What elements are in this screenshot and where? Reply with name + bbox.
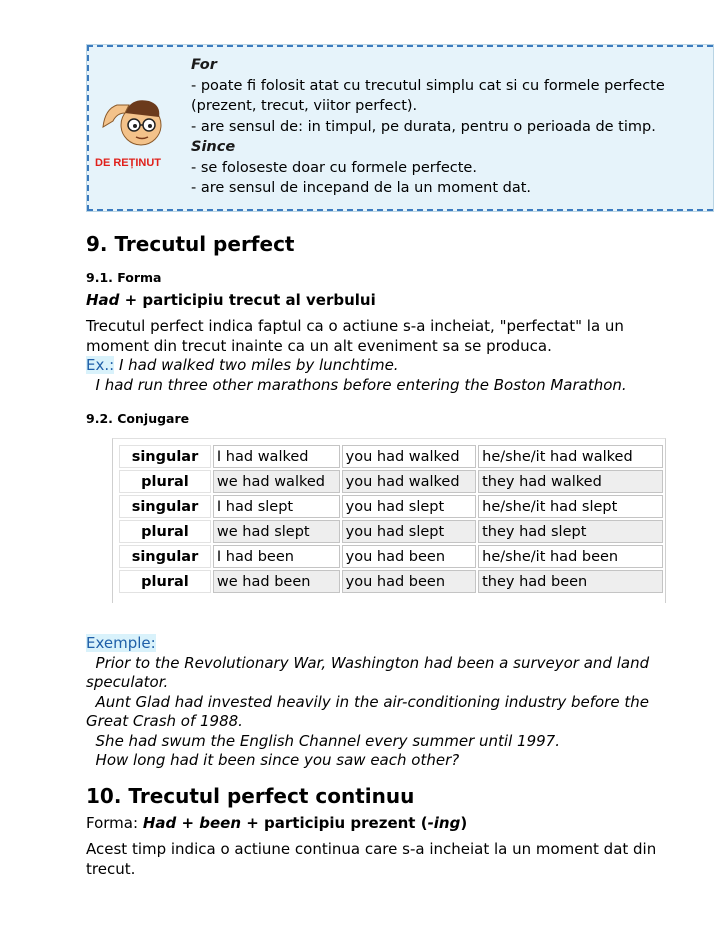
- table-row: [119, 545, 663, 568]
- for-line-1: - poate fi folosit atat cu trecutul simplu cat si cu formele perfecte: [191, 77, 665, 94]
- formula-rest: + participiu trecut al verbului: [119, 291, 376, 309]
- table-row: [119, 445, 663, 468]
- table-row: [119, 495, 663, 518]
- note-border-top: [87, 45, 713, 47]
- example-line: She had swum the English Channel every summer until 1997.: [86, 731, 560, 750]
- table-cell: we had walked: [213, 470, 340, 493]
- formula-had: Had: [86, 291, 120, 309]
- formula-line: [86, 291, 686, 311]
- table-cell: you had been: [342, 570, 476, 593]
- table-cell-person: singular: [119, 445, 211, 468]
- examples-label: Exemple:: [86, 634, 156, 652]
- table-cell-person: singular: [119, 495, 211, 518]
- note-border-bottom: [87, 209, 713, 211]
- section-10-description: [86, 840, 686, 879]
- since-title: Since: [191, 139, 236, 155]
- example-line: Aunt Glad had invested heavily in the air-conditioning industry before the: [86, 692, 649, 711]
- table-cell: you had slept: [342, 520, 476, 543]
- table-cell: I had walked: [213, 445, 340, 468]
- table-cell: you had walked: [342, 470, 476, 493]
- table-cell: we had slept: [213, 520, 340, 543]
- table-cell-person: plural: [119, 520, 211, 543]
- section-9-title: 9. Trecutul perfect: [86, 232, 295, 256]
- note-text: [191, 55, 711, 199]
- table-cell-person: plural: [119, 470, 211, 493]
- forma-label: Forma:: [86, 814, 143, 832]
- table-cell-person: singular: [119, 545, 211, 568]
- example-line: speculator.: [86, 673, 169, 691]
- example-line-1: [86, 356, 686, 376]
- description-line: moment din trecut inainte ca un alt eveniment sa se produca.: [86, 336, 552, 355]
- table-cell: we had been: [213, 570, 340, 593]
- table-row: [119, 470, 663, 493]
- table-cell: he/she/it had walked: [478, 445, 663, 468]
- conjugation-table: [117, 443, 665, 595]
- example-2: I had run three other marathons before entering the Boston Marathon.: [86, 375, 627, 394]
- table-cell: they had walked: [478, 470, 663, 493]
- table-row: [119, 520, 663, 543]
- had-been: Had + been: [142, 814, 242, 832]
- table-cell: you had walked: [342, 445, 476, 468]
- table-cell: you had slept: [342, 495, 476, 518]
- table-cell: I had slept: [213, 495, 340, 518]
- remember-note-box: [86, 44, 714, 212]
- ex-label: Ex.:: [86, 356, 115, 374]
- example-line: How long had it been since you saw each other?: [86, 751, 460, 769]
- since-line-2: - are sensul de incepand de la un moment dat.: [191, 180, 532, 196]
- section-9-description: [86, 317, 686, 395]
- section-9-1-heading: 9.1. Forma: [86, 270, 162, 285]
- table-cell: you had been: [342, 545, 476, 568]
- table-cell: he/she/it had been: [478, 545, 663, 568]
- example-1: I had walked two miles by lunchtime.: [114, 356, 399, 374]
- conjugation-table-frame: [112, 438, 666, 603]
- for-line-2: (prezent, trecut, viitor perfect).: [191, 98, 418, 114]
- for-line-3: - are sensul de: in timpul, pe durata, pentru o perioada de timp.: [191, 118, 656, 135]
- example-line: Prior to the Revolutionary War, Washington had been a surveyor and land: [86, 653, 650, 672]
- badge-label: DE REȚINUT: [95, 157, 161, 169]
- description-line: trecut.: [86, 859, 136, 878]
- ing-suffix: -ing: [427, 814, 461, 832]
- table-cell-person: plural: [119, 570, 211, 593]
- section-9-2-heading: 9.2. Conjugare: [86, 411, 190, 426]
- section-10-formula: [86, 814, 686, 834]
- forma-close: ): [460, 814, 468, 832]
- table-cell: they had been: [478, 570, 663, 593]
- thinking-mascot-icon: [95, 91, 179, 171]
- for-title: For: [191, 57, 217, 73]
- example-line: Great Crash of 1988.: [86, 712, 243, 730]
- description-line: Trecutul perfect indica faptul ca o actiune s-a incheiat, "perfectat" la un: [86, 317, 624, 335]
- forma-rest: + participiu prezent (: [241, 814, 428, 832]
- table-cell: they had slept: [478, 520, 663, 543]
- note-border-left: [87, 45, 89, 211]
- table-cell: he/she/it had slept: [478, 495, 663, 518]
- section-10-title: 10. Trecutul perfect continuu: [86, 784, 415, 808]
- since-line-1: - se foloseste doar cu formele perfecte.: [191, 159, 477, 176]
- table-cell: I had been: [213, 545, 340, 568]
- description-line: Acest timp indica o actiune continua care s-a incheiat la un moment dat din: [86, 840, 657, 858]
- examples-block: [86, 634, 686, 771]
- table-row: [119, 570, 663, 593]
